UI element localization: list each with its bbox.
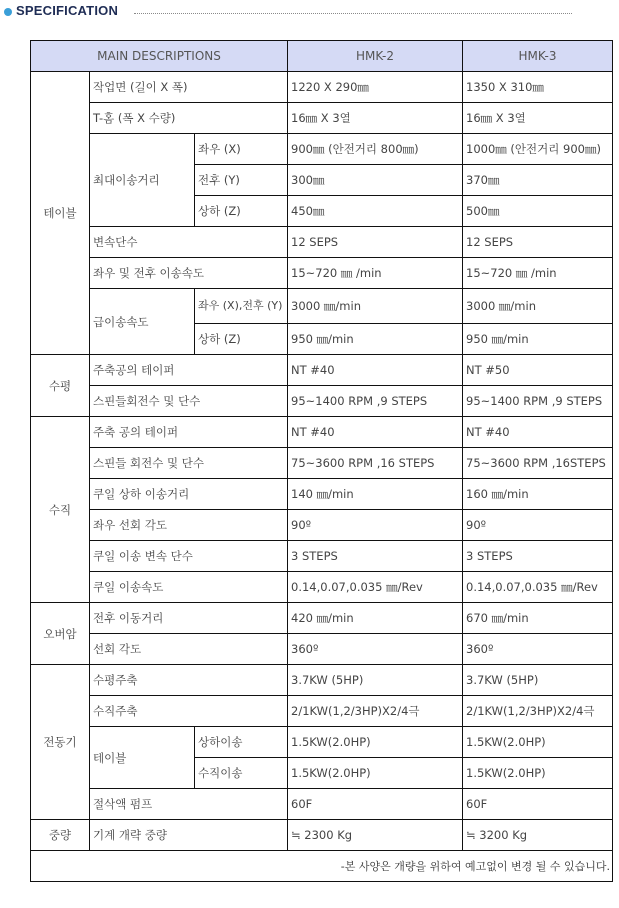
table-row [31,227,613,258]
spec-value-hmk2: 950 ㎜/min [288,324,463,355]
spec-value-hmk2: 1220 X 290㎜ [288,72,463,103]
spec-value-hmk2: 450㎜ [288,196,463,227]
spec-value-hmk2: 140 ㎜/min [288,479,463,510]
section-header [2,3,577,21]
spec-value-hmk2: 2/1KW(1,2/3HP)X2/4극 [288,696,463,727]
spec-label: 수평주축 [90,665,288,696]
spec-value-hmk3: 3 STEPS [463,541,613,572]
spec-value-hmk2: 300㎜ [288,165,463,196]
spec-value-hmk2: 0.14,0.07,0.035 ㎜/Rev [288,572,463,603]
table-row [31,134,613,165]
category-vertical: 수직 [31,417,90,603]
spec-value-hmk3: 0.14,0.07,0.035 ㎜/Rev [463,572,613,603]
spec-value-hmk3: 90º [463,510,613,541]
spec-label: 주축공의 테이퍼 [90,355,288,386]
spec-value-hmk3: 95~1400 RPM ,9 STEPS [463,386,613,417]
spec-value-hmk2: 420 ㎜/min [288,603,463,634]
table-row [31,665,613,696]
spec-value-hmk2: 60F [288,789,463,820]
table-row [31,510,613,541]
category-horizontal: 수평 [31,355,90,417]
spec-value-hmk3: 1.5KW(2.0HP) [463,758,613,789]
table-row [31,289,613,324]
spec-sub-label: 수직이송 [195,758,288,789]
table-row [31,72,613,103]
spec-value-hmk2: 15~720 ㎜ /min [288,258,463,289]
spec-group-label: 테이블 [90,727,195,789]
spec-value-hmk3: 60F [463,789,613,820]
spec-label: 변속단수 [90,227,288,258]
spec-label: 쿠일 이송 변속 단수 [90,541,288,572]
spec-value-hmk3: NT #50 [463,355,613,386]
spec-value-hmk2: 3000 ㎜/min [288,289,463,324]
table-row [31,448,613,479]
table-row [31,727,613,758]
spec-value-hmk2: 16㎜ X 3열 [288,103,463,134]
table-row [31,417,613,448]
spec-label: 좌우 및 전후 이송속도 [90,258,288,289]
table-row [31,820,613,851]
spec-label: 쿠일 상하 이송거리 [90,479,288,510]
spec-value-hmk2: 75~3600 RPM ,16 STEPS [288,448,463,479]
spec-value-hmk3: 950 ㎜/min [463,324,613,355]
spec-label: 절삭액 펌프 [90,789,288,820]
spec-sub-label: 전후 (Y) [195,165,288,196]
spec-label: 작업면 (길이 X 폭) [90,72,288,103]
spec-label: T-홈 (폭 X 수량) [90,103,288,134]
table-header-row [31,41,613,72]
spec-value-hmk3: 75~3600 RPM ,16STEPS [463,448,613,479]
spec-value-hmk2: 90º [288,510,463,541]
spec-value-hmk2: 1.5KW(2.0HP) [288,758,463,789]
header-hmk-3: HMK-3 [463,41,613,72]
spec-value-hmk3: 360º [463,634,613,665]
spec-value-hmk2: 1.5KW(2.0HP) [288,727,463,758]
table-row [31,258,613,289]
category-table: 테이블 [31,72,90,355]
note-row [31,851,613,882]
spec-sub-label: 좌우 (X) [195,134,288,165]
spec-sub-label: 상하 (Z) [195,196,288,227]
spec-group-label: 최대이송거리 [90,134,195,227]
spec-value-hmk3: 3.7KW (5HP) [463,665,613,696]
spec-value-hmk2: ≒ 2300 Kg [288,820,463,851]
dotted-divider [134,13,572,14]
spec-value-hmk3: 16㎜ X 3열 [463,103,613,134]
header-main-descriptions: MAIN DESCRIPTIONS [31,41,288,72]
specification-note: -본 사양은 개량을 위하여 예고없이 변경 될 수 있습니다. [31,851,613,882]
section-title: SPECIFICATION [16,3,119,18]
category-weight: 중량 [31,820,90,851]
category-motor: 전동기 [31,665,90,820]
bullet-dot-icon [4,8,12,16]
spec-value-hmk2: 3 STEPS [288,541,463,572]
spec-value-hmk3: 1350 X 310㎜ [463,72,613,103]
spec-value-hmk3: 1000㎜ (안전거리 900㎜) [463,134,613,165]
spec-sub-label: 상하 (Z) [195,324,288,355]
table-row [31,696,613,727]
spec-value-hmk2: NT #40 [288,355,463,386]
spec-group-label: 급이송속도 [90,289,195,355]
table-row [31,386,613,417]
spec-value-hmk3: 15~720 ㎜ /min [463,258,613,289]
table-row [31,634,613,665]
spec-label: 좌우 선회 각도 [90,510,288,541]
table-row [31,479,613,510]
spec-value-hmk3: 12 SEPS [463,227,613,258]
spec-value-hmk2: NT #40 [288,417,463,448]
specification-table [30,40,613,882]
spec-value-hmk3: ≒ 3200 Kg [463,820,613,851]
spec-label: 선회 각도 [90,634,288,665]
table-row [31,572,613,603]
header-hmk-2: HMK-2 [288,41,463,72]
table-row [31,541,613,572]
spec-value-hmk2: 900㎜ (안전거리 800㎜) [288,134,463,165]
spec-label: 전후 이동거리 [90,603,288,634]
category-overarm: 오버암 [31,603,90,665]
spec-sub-label: 상하이송 [195,727,288,758]
spec-label: 스핀들회전수 및 단수 [90,386,288,417]
spec-label: 기계 개략 중량 [90,820,288,851]
spec-value-hmk3: 160 ㎜/min [463,479,613,510]
spec-value-hmk2: 12 SEPS [288,227,463,258]
spec-value-hmk3: 3000 ㎜/min [463,289,613,324]
spec-label: 주축 공의 테이퍼 [90,417,288,448]
spec-value-hmk3: 1.5KW(2.0HP) [463,727,613,758]
spec-label: 수직주축 [90,696,288,727]
table-row [31,789,613,820]
spec-value-hmk3: NT #40 [463,417,613,448]
table-row [31,103,613,134]
spec-value-hmk2: 95~1400 RPM ,9 STEPS [288,386,463,417]
spec-value-hmk3: 2/1KW(1,2/3HP)X2/4극 [463,696,613,727]
spec-value-hmk3: 370㎜ [463,165,613,196]
spec-sub-label: 좌우 (X),전후 (Y) [195,289,288,324]
spec-value-hmk2: 360º [288,634,463,665]
table-row [31,603,613,634]
spec-value-hmk3: 670 ㎜/min [463,603,613,634]
spec-value-hmk3: 500㎜ [463,196,613,227]
table-row [31,355,613,386]
spec-label: 쿠일 이송속도 [90,572,288,603]
spec-value-hmk2: 3.7KW (5HP) [288,665,463,696]
spec-label: 스핀들 회전수 및 단수 [90,448,288,479]
